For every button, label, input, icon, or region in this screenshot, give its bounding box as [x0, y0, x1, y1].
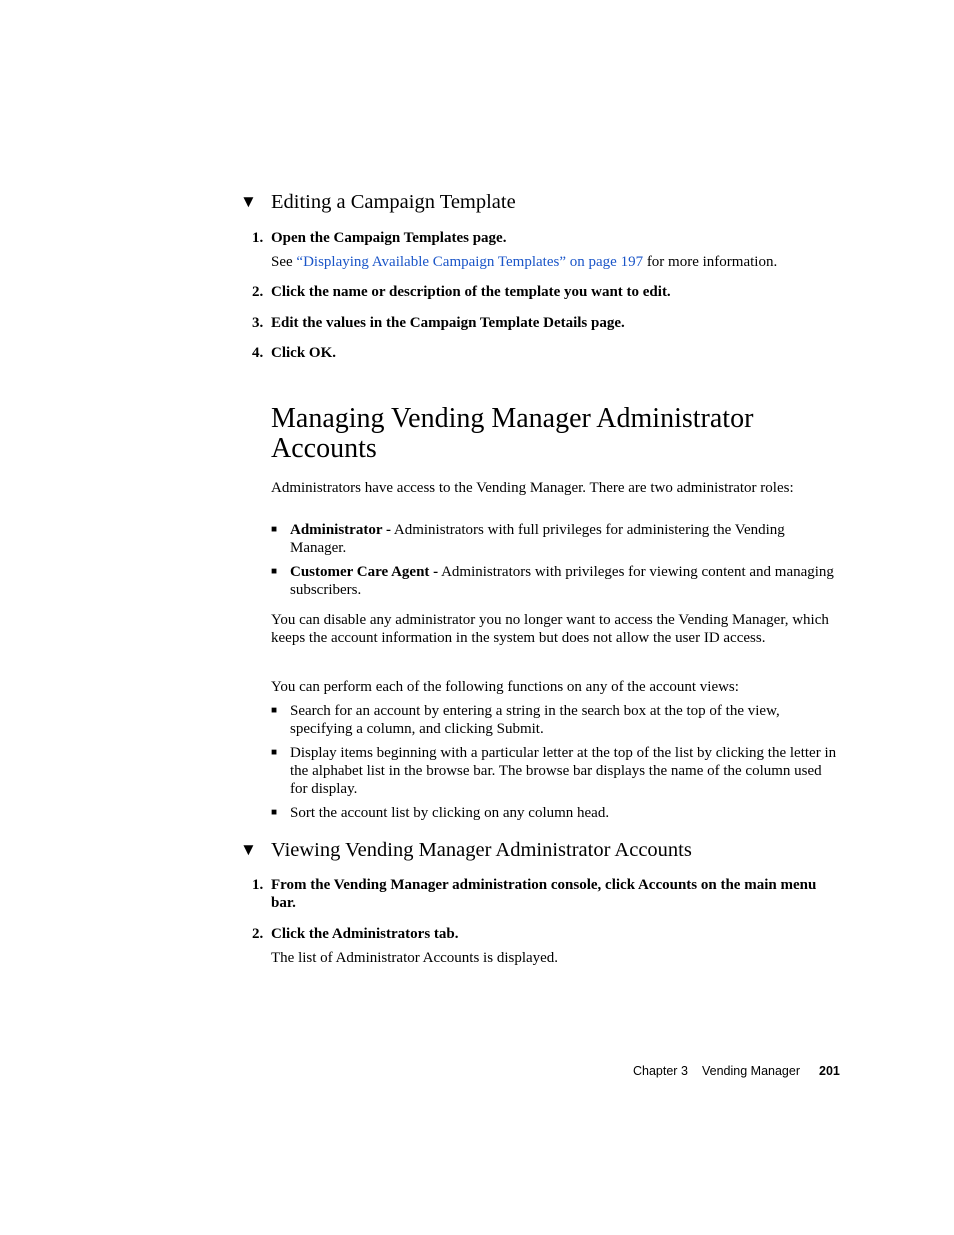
- procedure-triangle-icon: ▼: [240, 840, 257, 859]
- step-text: Click the Administrators tab.: [271, 926, 459, 942]
- bullet-icon: ■: [271, 705, 278, 716]
- footer-chapter: Chapter 3: [633, 1064, 688, 1078]
- cross-reference-link[interactable]: “Displaying Available Campaign Templates” on page 197: [296, 254, 644, 270]
- bullet-icon: ■: [271, 524, 278, 535]
- step-text: Click the name or description of the template you want to edit.: [271, 284, 671, 300]
- footer-chapter-title: Vending Manager: [702, 1064, 800, 1078]
- role-description: Administrators with privileges for viewing content and managing subscribers.: [290, 564, 834, 598]
- function-text: Search for an account by entering a string in the search box at the top of the view, specifying a column, and clicking Submit.: [290, 703, 780, 737]
- see-reference: [271, 253, 841, 271]
- step-text: From the Vending Manager administration console, click Accounts on the main menu bar.: [271, 877, 817, 911]
- step-number: 1.: [252, 230, 264, 246]
- section-heading-managing: Managing Vending Manager Administrator Accounts: [271, 403, 754, 464]
- function-text: Display items beginning with a particular letter at the top of the list by clicking the letter in the alphabet list in the browse bar. The browse bar displays the name of the column used for display.: [290, 745, 837, 797]
- step-text: Edit the values in the Campaign Template Details page.: [271, 315, 625, 331]
- see-suffix: for more information.: [643, 254, 778, 270]
- procedure-heading-editing: Editing a Campaign Template: [271, 191, 516, 213]
- procedure-heading-viewing: Viewing Vending Manager Administrator Accounts: [271, 839, 692, 861]
- role-term: Administrator -: [290, 522, 391, 538]
- functions-paragraph: You can perform each of the following functions on any of the account views:: [271, 679, 739, 695]
- step-number: 1.: [252, 877, 264, 893]
- role-description: Administrators with full privileges for administering the Vending Manager.: [290, 522, 785, 556]
- role-term: Customer Care Agent -: [290, 564, 439, 580]
- procedure-triangle-icon: ▼: [240, 192, 257, 211]
- bullet-icon: ■: [271, 807, 278, 818]
- bullet-icon: ■: [271, 747, 278, 758]
- step-number: 2.: [252, 284, 264, 300]
- intro-paragraph: Administrators have access to the Vending Manager. There are two administrator roles:: [271, 480, 794, 496]
- see-prefix: See: [271, 254, 297, 270]
- step-number: 4.: [252, 345, 264, 361]
- page-number: 201: [819, 1064, 840, 1078]
- bullet-icon: ■: [271, 566, 278, 577]
- step-text: Open the Campaign Templates page.: [271, 230, 507, 246]
- function-text: Sort the account list by clicking on any column head.: [290, 805, 610, 821]
- step-number: 2.: [252, 926, 264, 942]
- result-text: The list of Administrator Accounts is displayed.: [271, 950, 559, 966]
- step-number: 3.: [252, 315, 264, 331]
- step-text: Click OK.: [271, 345, 337, 361]
- disable-paragraph: You can disable any administrator you no longer want to access the Vending Manager, which keeps the account information in the system but does not allow the user ID access.: [271, 612, 829, 646]
